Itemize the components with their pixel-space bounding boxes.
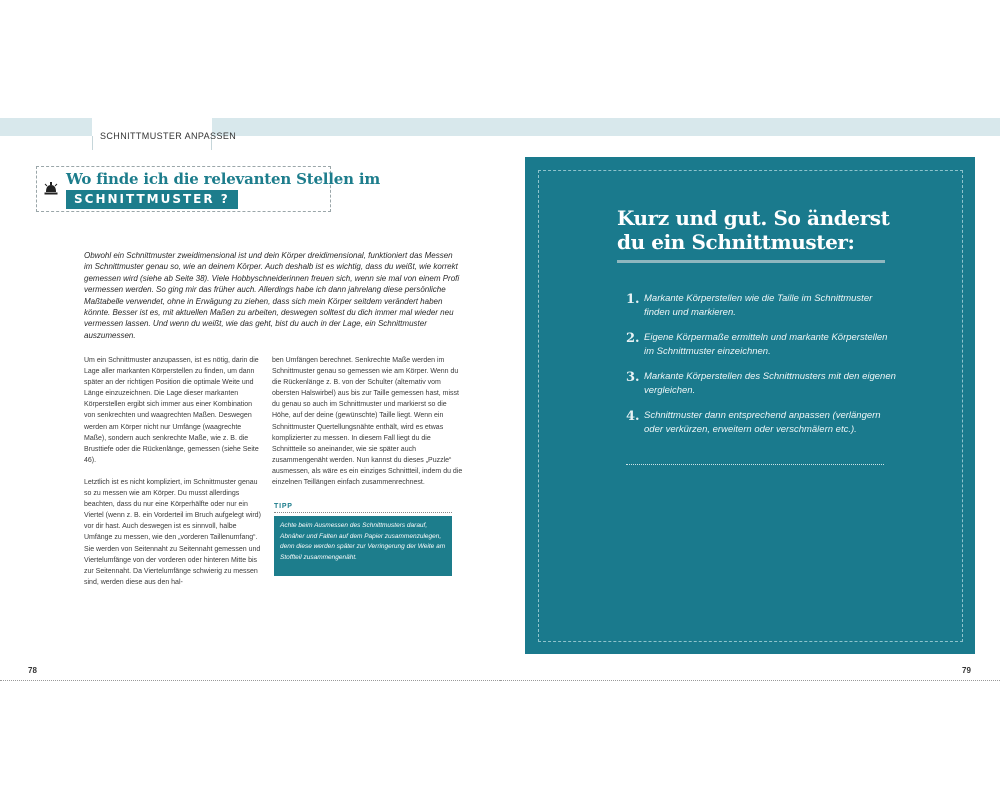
summary-title-rule bbox=[617, 260, 885, 263]
summary-step bbox=[626, 409, 896, 436]
section-label: SCHNITTMUSTER ANPASSEN bbox=[100, 131, 237, 141]
step-number: 3. bbox=[626, 370, 640, 385]
body-paragraph: ben Umfängen berechnet. Senkrechte Maße werden im Schnittmuster genau so gemessen wie am Körper. Wenn du die Rückenlänge z. B. von der Schulter (alternativ vom obersten Halswirbel) aus bis zur Taille gemessen hast, misst du genau so auch im Schnittmuster und markierst so die Höhe, auf der deine (gewünschte) Taille liegt. Wenn ein Schnittmuster Quertellungsnähte enthält, wird es etwas komplizierter zu messen. In diesem Fall liegt du die Schnittteile so aneinander, wie sie später auch zusammengenäht werden. Nun kannst du dieses „Puzzle“ ausmessen, als wäre es ein einziges Schnittteil, indem du die einzelnen Teillängen einfach zusammenrechnest. bbox=[272, 357, 463, 487]
footer-rule-right bbox=[500, 680, 1000, 681]
header-band-left bbox=[0, 118, 92, 136]
summary-step bbox=[626, 292, 896, 319]
body-paragraph: Letztlich ist es nicht kompliziert, im Schnittmuster genau so zu messen wie am Körper. Du musst allerdings beachten, dass du nur eine Körperhälfte oder nur ein Viertel (wenn z. B. ein Vorderteil im Bruch aufgelegt wird) vor dir hast. Auch deswegen ist es sinnvoll, halbe Umfänge zu messen, wie den „vorderen Taillenumfang“. Sie werden von Seitennaht zu Seitennaht gemessen und Viertelumfänge von der vorderen oder hinteren Mitte bis zur Seitennaht. Da Viertelumfänge schwierig zu messen sind, werden diese aus den hal- bbox=[84, 478, 261, 586]
summary-step bbox=[626, 370, 896, 397]
header-band-right bbox=[212, 118, 1000, 136]
page-number-left: 78 bbox=[28, 666, 37, 675]
tip-label: TIPP bbox=[274, 503, 293, 510]
step-text: Markante Körperstellen wie die Taille im Schnittmuster finden und markieren. bbox=[644, 293, 873, 318]
tip-divider bbox=[274, 512, 452, 513]
step-number: 2. bbox=[626, 331, 640, 346]
intro-paragraph: Obwohl ein Schnittmuster zweidimensional ist und dein Körper dreidimensional, funktioniert das Messen im Schnittmuster genau so, wie an deinem Körper. Auch deshalb ist es wichtig, dass du weißt, wie korrekt gemessen wird (siehe ab Seite 38). Viele Hobbyschneiderinnen freuen sich, wenn sie mal von einem Profi vermessen werden. So ging mir das früher auch. Allerdings habe ich dann jahrelang diese persönliche Maßtabelle verwendet, ohne in Erwägung zu ziehen, dass sich mein Körper seitdem verändert haben könnte. Besser ist es, mit aktuellen Maßen zu arbeiten, deswegen solltest du dich immer mal wieder neu vermessen lassen. Und wenn du weißt, wie das geht, bist du auch in der Lage, ein Schnittmuster auszumessen. bbox=[84, 251, 460, 340]
summary-step bbox=[626, 331, 896, 358]
body-paragraph: Um ein Schnittmuster anzupassen, ist es nötig, darin die Lage aller markanten Körperstellen zu finden, um dann später an der richtigen Position die optimale Weite und Länge einzuzeichnen. Die Lage dieser markanten Körperstellen ergibt sich immer aus einer Kombination von senkrechten und waagrechten Maßen. Deswegen werden am Körper nicht nur Umfänge (waagrechte Maße), sondern auch senkrechte Maße, wie z. B. die Brusttiefe oder die Rückenlänge, gemessen (siehe Seite 46). bbox=[84, 357, 259, 464]
body-column-2 bbox=[272, 355, 464, 499]
summary-steps bbox=[626, 292, 896, 448]
step-text: Schnittmuster dann entsprechend anpassen (verlängern oder verkürzen, erweitern oder verschmälern etc.). bbox=[644, 410, 881, 435]
bell-icon bbox=[43, 181, 59, 197]
summary-steps-rule bbox=[626, 464, 884, 465]
step-text: Markante Körperstellen des Schnittmusters mit den eigenen vergleichen. bbox=[644, 371, 896, 396]
step-text: Eigene Körpermaße ermitteln und markante Körperstellen im Schnittmuster einzeichnen. bbox=[644, 332, 888, 357]
step-number: 1. bbox=[626, 292, 640, 307]
footer-rule-left bbox=[0, 680, 500, 681]
question-heading: Wo finde ich die relevanten Stellen im bbox=[66, 170, 381, 188]
step-number: 4. bbox=[626, 409, 640, 424]
tip-box: Achte beim Ausmessen des Schnittmusters darauf, Abnäher und Falten auf dem Papier zusammenzulegen, denn diese werden später zur Verringerung der Weite am Stoffteil zusammengenäht. bbox=[274, 516, 452, 576]
summary-title: Kurz und gut. So änderst du ein Schnittmuster: bbox=[617, 206, 890, 254]
body-column-1 bbox=[84, 355, 264, 599]
page-number-right: 79 bbox=[962, 666, 971, 675]
question-tag: SCHNITTMUSTER ? bbox=[66, 190, 238, 209]
